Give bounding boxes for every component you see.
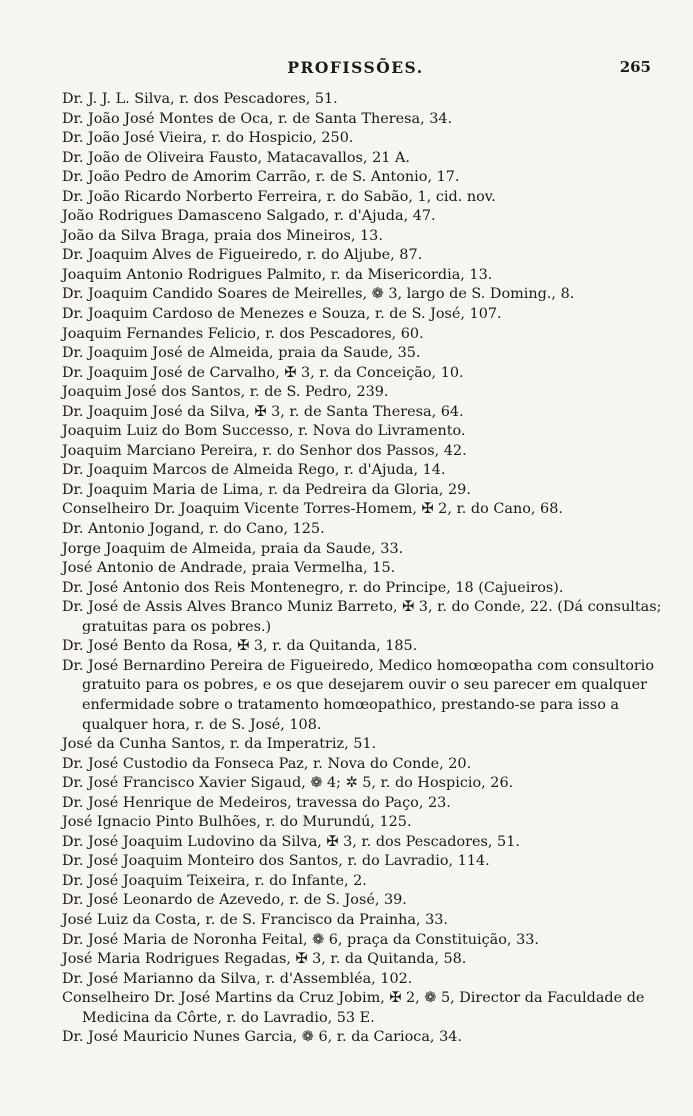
list-item: Joaquim Marciano Pereira, r. do Senhor dos Passos, 42. bbox=[62, 442, 467, 459]
list-item: Dr. José Henrique de Medeiros, travessa do Paço, 23. bbox=[62, 794, 451, 811]
list-item: Dr. João Pedro de Amorim Carrão, r. de S. Antonio, 17. bbox=[62, 169, 460, 186]
list-item: José Maria Rodrigues Regadas, ✠ 3, r. da Quitanda, 58. bbox=[62, 951, 467, 968]
list-item: Dr. Joaquim Cardoso de Menezes e Souza, r. de S. José, 107. bbox=[62, 306, 502, 323]
section-title: PROFISSÕES. bbox=[287, 58, 424, 77]
list-item: Dr. João Ricardo Norberto Ferreira, r. do Sabão, 1, cid. nov. bbox=[62, 188, 496, 205]
list-item: Dr. Joaquim José de Almeida, praia da Saude, 35. bbox=[62, 345, 421, 362]
list-item: Conselheiro Dr. Joaquim Vicente Torres-Homem, ✠ 2, r. do Cano, 68. bbox=[62, 501, 563, 518]
list-item: Dr. Joaquim Candido Soares de Meirelles, ❁ 3, largo de S. Doming., 8. bbox=[62, 286, 575, 303]
list-item: Dr. Joaquim Alves de Figueiredo, r. do Aljube, 87. bbox=[62, 247, 423, 264]
page-header bbox=[60, 58, 651, 88]
list-item: Joaquim José dos Santos, r. de S. Pedro, 239. bbox=[62, 384, 389, 401]
list-item: Dr. J. J. L. Silva, r. dos Pescadores, 51. bbox=[62, 91, 338, 107]
list-item: Dr. José de Assis Alves Branco Muniz Barreto, ✠ 3, r. do Conde, 22. (Dá consultas; gratuitas para os pobres.) bbox=[62, 599, 662, 635]
list-item: Dr. Joaquim José de Carvalho, ✠ 3, r. da Conceição, 10. bbox=[62, 364, 464, 381]
list-item: Dr. José Custodio da Fonseca Paz, r. Nova do Conde, 20. bbox=[62, 755, 472, 772]
list-item: Dr. José Joaquim Monteiro dos Santos, r. do Lavradio, 114. bbox=[62, 853, 490, 870]
list-item: José Ignacio Pinto Bulhões, r. do Murundú, 125. bbox=[62, 814, 412, 831]
list-item: Dr. José Marianno da Silva, r. d'Assembléa, 102. bbox=[62, 970, 413, 987]
list-item: Dr. José Maria de Noronha Feital, ❁ 6, praça da Constituição, 33. bbox=[62, 931, 539, 948]
list-item: José Luiz da Costa, r. de S. Francisco da Prainha, 33. bbox=[62, 911, 448, 928]
list-item: Joaquim Fernandes Felicio, r. dos Pescadores, 60. bbox=[62, 325, 424, 342]
list-item: Dr. José Francisco Xavier Sigaud, ❁ 4; ✲ 5, r. do Hospicio, 26. bbox=[62, 775, 514, 792]
list-item: João Rodrigues Damasceno Salgado, r. d'Ajuda, 47. bbox=[62, 208, 436, 225]
list-item: José da Cunha Santos, r. da Imperatriz, 51. bbox=[62, 736, 377, 753]
list-item: Dr. José Bento da Rosa, ✠ 3, r. da Quitanda, 185. bbox=[62, 638, 418, 655]
list-item: Jorge Joaquim de Almeida, praia da Saude, 33. bbox=[62, 540, 404, 557]
directory-list bbox=[62, 90, 671, 1048]
list-item: Dr. José Leonardo de Azevedo, r. de S. José, 39. bbox=[62, 892, 407, 909]
list-item: Dr. Antonio Jogand, r. do Cano, 125. bbox=[62, 521, 325, 538]
list-item: Dr. Joaquim Marcos de Almeida Rego, r. d'Ajuda, 14. bbox=[62, 462, 446, 479]
list-item: Joaquim Antonio Rodrigues Palmito, r. da Misericordia, 13. bbox=[62, 266, 493, 283]
list-item: Conselheiro Dr. José Martins da Cruz Jobim, ✠ 2, ❁ 5, Director da Faculdade de Medicina da Côrte, r. do Lavradio, 53 E. bbox=[62, 990, 645, 1026]
list-item: Dr. José Mauricio Nunes Garcia, ❁ 6, r. da Carioca, 34. bbox=[62, 1029, 462, 1046]
list-item: Dr. João de Oliveira Fausto, Matacavallos, 21 A. bbox=[62, 149, 410, 166]
list-item: Dr. José Joaquim Ludovino da Silva, ✠ 3, r. dos Pescadores, 51. bbox=[62, 833, 520, 850]
list-item: Dr. João José Montes de Oca, r. de Santa Theresa, 34. bbox=[62, 110, 453, 127]
page-number: 265 bbox=[619, 58, 651, 76]
list-item: Joaquim Luiz do Bom Successo, r. Nova do Livramento. bbox=[62, 423, 466, 440]
list-item: Dr. Joaquim José da Silva, ✠ 3, r. de Santa Theresa, 64. bbox=[62, 403, 464, 420]
list-item: Dr. José Joaquim Teixeira, r. do Infante, 2. bbox=[62, 872, 367, 889]
list-item: Dr. Joaquim Maria de Lima, r. da Pedreira da Gloria, 29. bbox=[62, 481, 471, 498]
list-item: João da Silva Braga, praia dos Mineiros, 13. bbox=[62, 227, 383, 244]
list-item: José Antonio de Andrade, praia Vermelha, 15. bbox=[62, 560, 396, 577]
list-item: Dr. José Antonio dos Reis Montenegro, r. do Principe, 18 (Cajueiros). bbox=[62, 579, 564, 596]
list-item: Dr. João José Vieira, r. do Hospicio, 250. bbox=[62, 130, 354, 147]
list-item: Dr. José Bernardino Pereira de Figueiredo, Medico homœopatha com consultorio gratuito para os pobres, e os que desejarem ouvir o seu parecer em qualquer enfermidade sobre o tratamento homœopathico, prestando-se para isso a qualquer hora, r. de S. José, 108. bbox=[62, 657, 655, 733]
